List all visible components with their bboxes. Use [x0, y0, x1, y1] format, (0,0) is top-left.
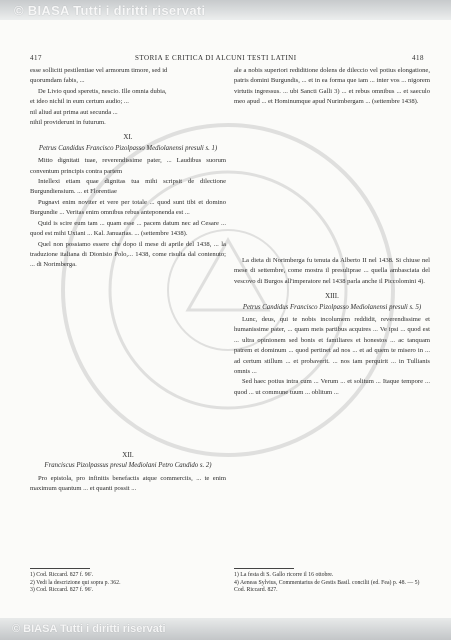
left-paragraph-2: Intellexi etiam quae dignitas tua mihi scripsit de dilectione Burgundiensium. ... et Florentiae — [30, 178, 226, 196]
left-footnote-1: 1) Cod. Riccard. 827 f. 96'. — [30, 572, 94, 578]
section-title-xiii: Petrus Candidus Francisco Pizolpasso Mediolanensi presuli s. 5) — [242, 303, 422, 311]
right-footnote-1: 1) La festa di S. Gallo ricorre il 16 ottobre. — [234, 572, 334, 578]
left-footnotes — [30, 572, 226, 595]
running-title: STORIA E CRITICA DI ALCUNI TESTI LATINI — [135, 54, 297, 62]
left-top-line-3: De Livio quod speretis, nescio. Ille omnia dubia, — [38, 87, 167, 95]
left-paragraph-6: Pro epistola, pro infinitis benefactis atque commerciis, ... te enim maximum quantum ... et quanti possit ... — [30, 474, 226, 493]
right-column — [234, 66, 430, 254]
left-paragraph-1: Mitto dignitati tuae, reverendissime pater, ... Laudibus suorum conventum principis contra partem — [30, 157, 226, 175]
right-paragraph-4: Sed haec potius intra cum ... Verum ... et solitum ... Itaque tempore ... quod ... ut commune tuum ... oblitum ... — [234, 378, 430, 396]
left-column-lower — [30, 446, 226, 556]
left-paragraph-3: Pugnavi enim noviter et vere per totale ... quod sunt tibi et domino Burgundie ... Veritas enim omnibus rebus anteponenda est ... — [30, 198, 226, 217]
section-title-xi: Petrus Candidus Francisco Pizolpasso Mediolanensi presuli s. 1) — [38, 144, 218, 152]
right-paragraph-3: Lunc, deus, qui te nobis incolumem reddidit, reverendissime et humanissime pater, ... quam meis partibus acquires ... Ve ipsi ... quod est ... ultra opinionem sed bonis et familiares et honestos ... ac tanquam patrem et dominum ... quod pertinet ad nos ... et ad quem te misero in ... ad certum stillum ... et probaverit. ... nos iam perquirit ... in Tullianis omnis ... — [234, 316, 430, 376]
section-number-xi: XI. — [123, 133, 133, 142]
section-title-xii: Franciscus Pizolpassus presul Mediolani Petro Candido s. 2) — [44, 462, 212, 470]
left-footnote-3: 3) Cod. Riccard. 827 f. 96'. — [30, 587, 94, 594]
right-paragraph-2: La dieta di Norimberga fu tenuta da Alberto II nel 1438. Si chiuse nel mese di settembre, come mostra il presuliprae ... quella ambasciata del vescovo di Burgos all'imperatore nel 1438 parla anche il Piccolomini 4). — [234, 257, 430, 285]
left-footnote-2: 2) Vedi la descrizione qui sopra p. 362. — [30, 579, 121, 586]
section-number-xii: XII. — [122, 451, 134, 459]
right-page-number: 418 — [412, 54, 424, 62]
left-paragraph-4: Quid is scire eum tam ... quam esse ... pacem datum nec ad Cesare ... quod est mihi Uxiani ... Kal. Januarias. ... (settembre 1438). — [30, 219, 226, 238]
left-top-line-4: et ideo nichil in eum certum audio; ... — [30, 98, 129, 106]
left-top-line-1: esse solliciti pestilentiae vel armorum timore, sed id — [30, 67, 168, 74]
bottom-watermark-text: © BIASA Tutti i diritti riservati — [12, 623, 166, 635]
top-watermark-text: © BIASA Tutti i diritti riservati — [14, 3, 206, 18]
right-column-lower — [234, 256, 430, 566]
left-paragraph-5: Quel non possiamo essere che dopo il mese di aprile del 1438, ... la traduzione italiana di Dionisio Polo,... 1438, come risulta dal contenuto; ... di Norimberga. — [30, 240, 226, 269]
left-top-line-5: nil aliud aut prima aut secunda ... — [30, 108, 118, 116]
right-footnote-rule — [234, 568, 294, 569]
left-top-line-2: quorumdam fabis, ... — [30, 77, 85, 85]
left-top-line-6: nihil providerunt in futurum. — [30, 119, 106, 127]
section-number-xiii: XIII. — [325, 292, 339, 301]
left-column — [30, 66, 226, 446]
right-footnote-2: 4) Aeneas Sylvius, Commentarius de Gestis Basil. concilii (ed. Fea) p. 48. — 5) Cod. Riccard. 827. — [234, 579, 420, 594]
left-footnote-rule — [30, 568, 90, 569]
right-top-paragraph: ale a nobis superiori rediditione dolens de dileccio vel potius elongatione, patris domini Burgundis, ... et in ea forma que iam ... inter vos ... nigorem virtutis ingressus. ... ubi Sancti Galli 3) ... et rebus omnibus ... et saeculo meo apud ... et Hominumque apud Nurimbergam ... (settembre 1438). — [234, 67, 430, 106]
right-footnotes — [234, 572, 430, 595]
left-page-number: 417 — [30, 54, 42, 62]
